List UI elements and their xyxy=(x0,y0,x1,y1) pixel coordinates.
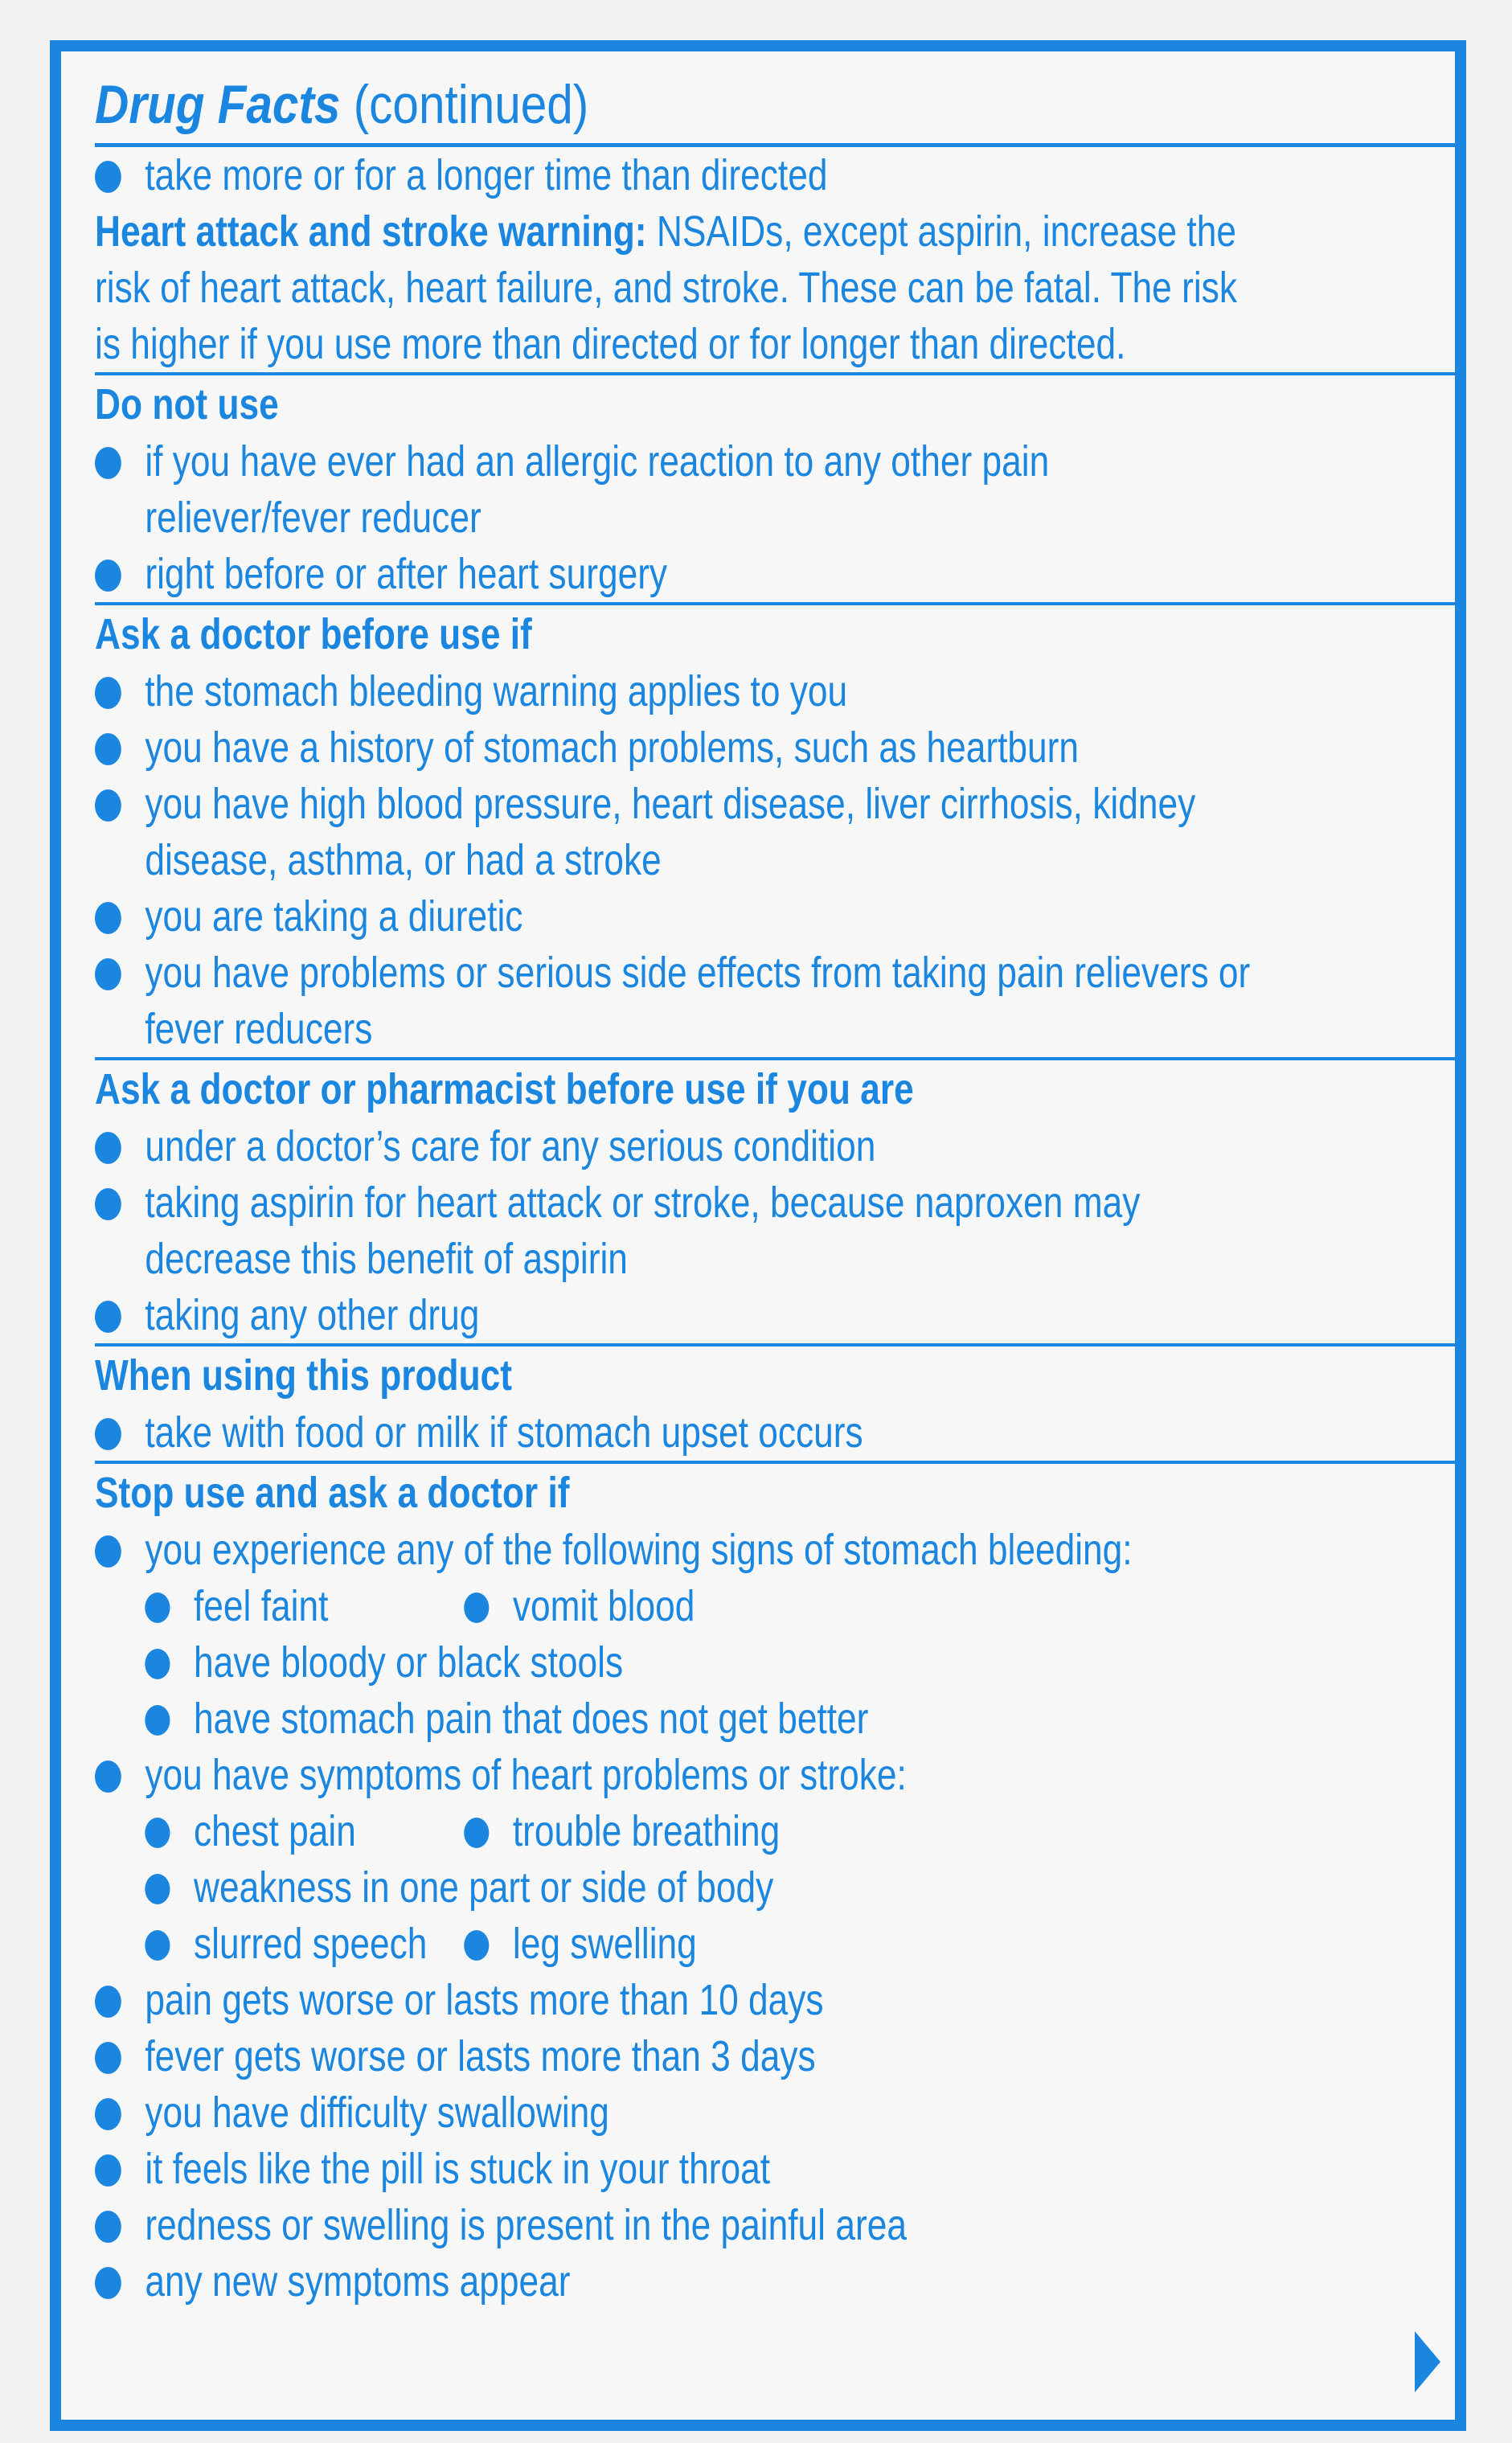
bullet-dot-icon xyxy=(95,1418,121,1450)
list-item-continuation xyxy=(95,1001,1209,1057)
list-item xyxy=(95,2253,1209,2310)
list-item xyxy=(95,776,1209,832)
list-item-text: disease, asthma, or had a stroke xyxy=(145,836,662,884)
list-item-text: you have high blood pressure, heart disease, liver cirrhosis, kidney xyxy=(145,780,1196,828)
sub-list-row xyxy=(95,1691,1209,1747)
bullet-dot-icon xyxy=(145,1649,170,1679)
list-item-text: pain gets worse or lasts more than 10 days xyxy=(145,1976,824,2024)
list-item-text: you have symptoms of heart problems or stroke: xyxy=(145,1751,907,1799)
list-item xyxy=(95,2197,1209,2253)
list-item-text: it feels like the pill is stuck in your throat xyxy=(145,2145,771,2193)
section-heading: Do not use xyxy=(95,380,279,428)
list-item xyxy=(95,147,1209,203)
drug-facts-panel xyxy=(50,40,1466,2431)
list-item xyxy=(95,1287,1209,1343)
section-heading: When using this product xyxy=(95,1351,513,1400)
bullet-dot-icon xyxy=(95,733,121,765)
bullet-dot-icon xyxy=(95,2042,121,2074)
section-heading: Ask a doctor or pharmacist before use if you are xyxy=(95,1065,914,1113)
list-item xyxy=(95,433,1209,490)
list-item-continuation xyxy=(95,490,1209,546)
ask-pharmacist-list xyxy=(95,1118,1453,1343)
sub-list-row xyxy=(95,1578,1209,1634)
sub-list-item-text: have stomach pain that does not get better xyxy=(194,1695,869,1743)
bullet-dot-icon xyxy=(95,789,121,822)
bullet-dot-icon xyxy=(95,958,121,990)
bullet-dot-icon xyxy=(95,447,121,479)
bullet-dot-icon xyxy=(95,1132,121,1164)
bullet-dot-icon xyxy=(95,2211,121,2243)
list-item xyxy=(95,1118,1209,1174)
list-item xyxy=(95,1404,1209,1461)
stop-use-list xyxy=(95,1972,1453,2310)
bullet-dot-icon xyxy=(95,161,121,193)
list-item xyxy=(95,663,1209,719)
bullet-dot-icon xyxy=(145,1874,170,1904)
heart-warning-label: Heart attack and stroke warning: xyxy=(95,207,647,256)
list-item-text: take with food or milk if stomach upset occurs xyxy=(145,1408,863,1457)
bullet-dot-icon xyxy=(95,1761,121,1793)
list-item xyxy=(95,2141,1209,2197)
bullet-dot-icon xyxy=(95,560,121,592)
bullet-dot-icon xyxy=(95,2154,121,2187)
page-title xyxy=(95,66,1263,143)
list-item-text: under a doctor’s care for any serious condition xyxy=(145,1122,876,1170)
list-item-text: the stomach bleeding warning applies to you xyxy=(145,667,848,715)
heart-warning-line: is higher if you use more than directed or for longer than directed. xyxy=(95,320,1126,368)
bullet-dot-icon xyxy=(464,1930,489,1961)
do-not-use-list xyxy=(95,433,1453,602)
bullet-dot-icon xyxy=(95,677,121,709)
bullet-dot-icon xyxy=(145,1592,170,1623)
sub-list-row xyxy=(95,1634,1209,1691)
bullet-dot-icon xyxy=(95,1188,121,1220)
list-item-text: decrease this benefit of aspirin xyxy=(145,1235,628,1283)
sub-list-item-text: chest pain xyxy=(194,1807,356,1855)
bullet-dot-icon xyxy=(95,1301,121,1333)
when-using-list xyxy=(95,1404,1453,1461)
sub-list-item-text: feel faint xyxy=(194,1582,329,1630)
list-item-text: you have problems or serious side effects from taking pain relievers or xyxy=(145,949,1251,997)
sub-list-row xyxy=(95,1916,1209,1972)
list-item-text: you have a history of stomach problems, such as heartburn xyxy=(145,723,1080,772)
list-item-text: take more or for a longer time than directed xyxy=(145,151,828,199)
list-item xyxy=(95,1522,1209,1578)
bullet-dot-icon xyxy=(145,1818,170,1848)
list-item-text: reliever/fever reducer xyxy=(145,494,481,542)
drug-facts-content xyxy=(95,66,1453,2310)
title-continued: (continued) xyxy=(340,74,589,135)
sub-list-item-text: have bloody or black stools xyxy=(194,1638,624,1687)
bullet-dot-icon xyxy=(95,2267,121,2299)
section-heading: Stop use and ask a doctor if xyxy=(95,1469,570,1517)
list-item xyxy=(95,2028,1209,2084)
list-item-text: redness or swelling is present in the painful area xyxy=(145,2201,907,2249)
title-bold: Drug Facts xyxy=(95,74,341,135)
sub-list-item-text: weakness in one part or side of body xyxy=(194,1863,774,1912)
ask-doctor-list xyxy=(95,663,1453,1057)
list-item xyxy=(95,1747,1209,1803)
list-item-text: fever reducers xyxy=(145,1005,373,1053)
list-item-text: you experience any of the following signs of stomach bleeding: xyxy=(145,1526,1133,1574)
next-arrow-icon xyxy=(1415,2331,1440,2392)
list-item-text: right before or after heart surgery xyxy=(145,550,668,598)
sub-list-item-text: slurred speech xyxy=(194,1920,428,1968)
heart-warning-text: NSAIDs, except aspirin, increase the xyxy=(646,207,1236,256)
list-item-text: if you have ever had an allergic reaction to any other pain xyxy=(145,437,1050,486)
sub-list-item-text: leg swelling xyxy=(512,1920,697,1968)
section-heading: Ask a doctor before use if xyxy=(95,610,532,658)
list-item-text: you have difficulty swallowing xyxy=(145,2088,609,2137)
bullet-dot-icon xyxy=(95,902,121,934)
sub-list-row xyxy=(95,1859,1209,1916)
bullet-dot-icon xyxy=(464,1592,489,1623)
list-item-continuation xyxy=(95,1231,1209,1287)
list-item xyxy=(95,2084,1209,2141)
list-item-text: you are taking a diuretic xyxy=(145,892,523,941)
list-item-text: taking aspirin for heart attack or stroke, because naproxen may xyxy=(145,1178,1141,1227)
sub-list-row xyxy=(95,1803,1209,1859)
bullet-dot-icon xyxy=(95,2098,121,2130)
list-item-text: any new symptoms appear xyxy=(145,2257,571,2306)
list-item xyxy=(95,888,1209,945)
list-item-text: taking any other drug xyxy=(145,1291,480,1339)
list-item-continuation xyxy=(95,832,1209,888)
sub-list-item-text: vomit blood xyxy=(512,1582,695,1630)
list-item-text: fever gets worse or lasts more than 3 days xyxy=(145,2032,816,2080)
list-item xyxy=(95,1972,1209,2028)
heart-warning-line xyxy=(95,203,1236,260)
list-item xyxy=(95,1174,1209,1231)
bullet-dot-icon xyxy=(464,1818,489,1848)
bullet-dot-icon xyxy=(95,1986,121,2018)
bullet-dot-icon xyxy=(95,1535,121,1568)
list-item xyxy=(95,945,1251,1001)
sub-list-item-text: trouble breathing xyxy=(512,1807,781,1855)
heart-warning-line: risk of heart attack, heart failure, and stroke. These can be fatal. The risk xyxy=(95,264,1237,312)
list-item xyxy=(95,719,1209,776)
bullet-dot-icon xyxy=(145,1930,170,1961)
bullet-dot-icon xyxy=(145,1705,170,1736)
list-item xyxy=(95,546,1209,602)
